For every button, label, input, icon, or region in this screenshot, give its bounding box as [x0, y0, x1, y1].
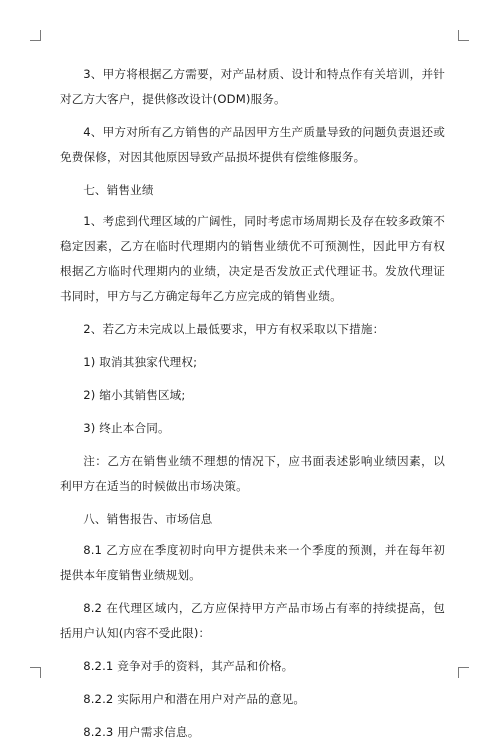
section-heading-sales-performance: 七、销售业绩 — [83, 183, 154, 197]
paragraph-8-2-1: 8.2.1 竞争对手的资料，其产品和价格。 — [83, 659, 294, 673]
list-item-reduce-area: 2) 缩小其销售区域; — [83, 388, 186, 402]
paragraph-warranty: 4、甲方对所有乙方销售的产品因甲方生产质量导致的问题负责退还或免费保修，对因其他原因导致产品损坏提供有偿维修服务。 — [60, 125, 445, 164]
list-item-cancel-exclusive: 1) 取消其独家代理权; — [83, 355, 198, 369]
crop-mark-top-left — [30, 30, 41, 41]
paragraph-measures-intro: 2、若乙方未完成以上最低要求，甲方有权采取以下措施： — [83, 322, 385, 336]
paragraph-8-2: 8.2 在代理区域内，乙方应保持甲方产品市场占有率的持续提高，包括用户认知(内容不受此限)： — [60, 601, 445, 640]
crop-mark-bottom-left — [30, 667, 41, 678]
crop-mark-top-right — [458, 30, 469, 41]
paragraph-8-2-2: 8.2.2 实际用户和潜在用户对产品的意见。 — [83, 692, 306, 706]
paragraph-odm-service: 3、甲方将根据乙方需要，对产品材质、设计和特点作有关培训，并针对乙方大客户，提供修改设计(ODM)服务。 — [60, 67, 445, 106]
paragraph-8-1: 8.1 乙方应在季度初时向甲方提供未来一个季度的预测，并在每年初提供本年度销售业绩规划。 — [60, 543, 445, 582]
crop-mark-bottom-right — [458, 667, 469, 678]
paragraph-performance-evaluation: 1、考虑到代理区域的广阔性，同时考虑市场周期长及存在较多政策不稳定因素，乙方在临时代理期内的销售业绩优不可预测性，因此甲方有权根据乙方临时代理期内的业绩，决定是否发放正式代理证书。发放代理证书同时，甲方与乙方确定每年乙方应完成的销售业绩。 — [60, 214, 445, 303]
document-body — [60, 62, 445, 753]
paragraph-8-2-3: 8.2.3 用户需求信息。 — [83, 725, 200, 739]
section-heading-sales-report: 八、销售报告、市场信息 — [83, 512, 213, 526]
list-item-terminate-contract: 3) 终止本合同。 — [83, 421, 170, 435]
paragraph-note: 注：乙方在销售业绩不理想的情况下，应书面表述影响业绩因素，以利甲方在适当的时候做出市场决策。 — [60, 454, 445, 493]
